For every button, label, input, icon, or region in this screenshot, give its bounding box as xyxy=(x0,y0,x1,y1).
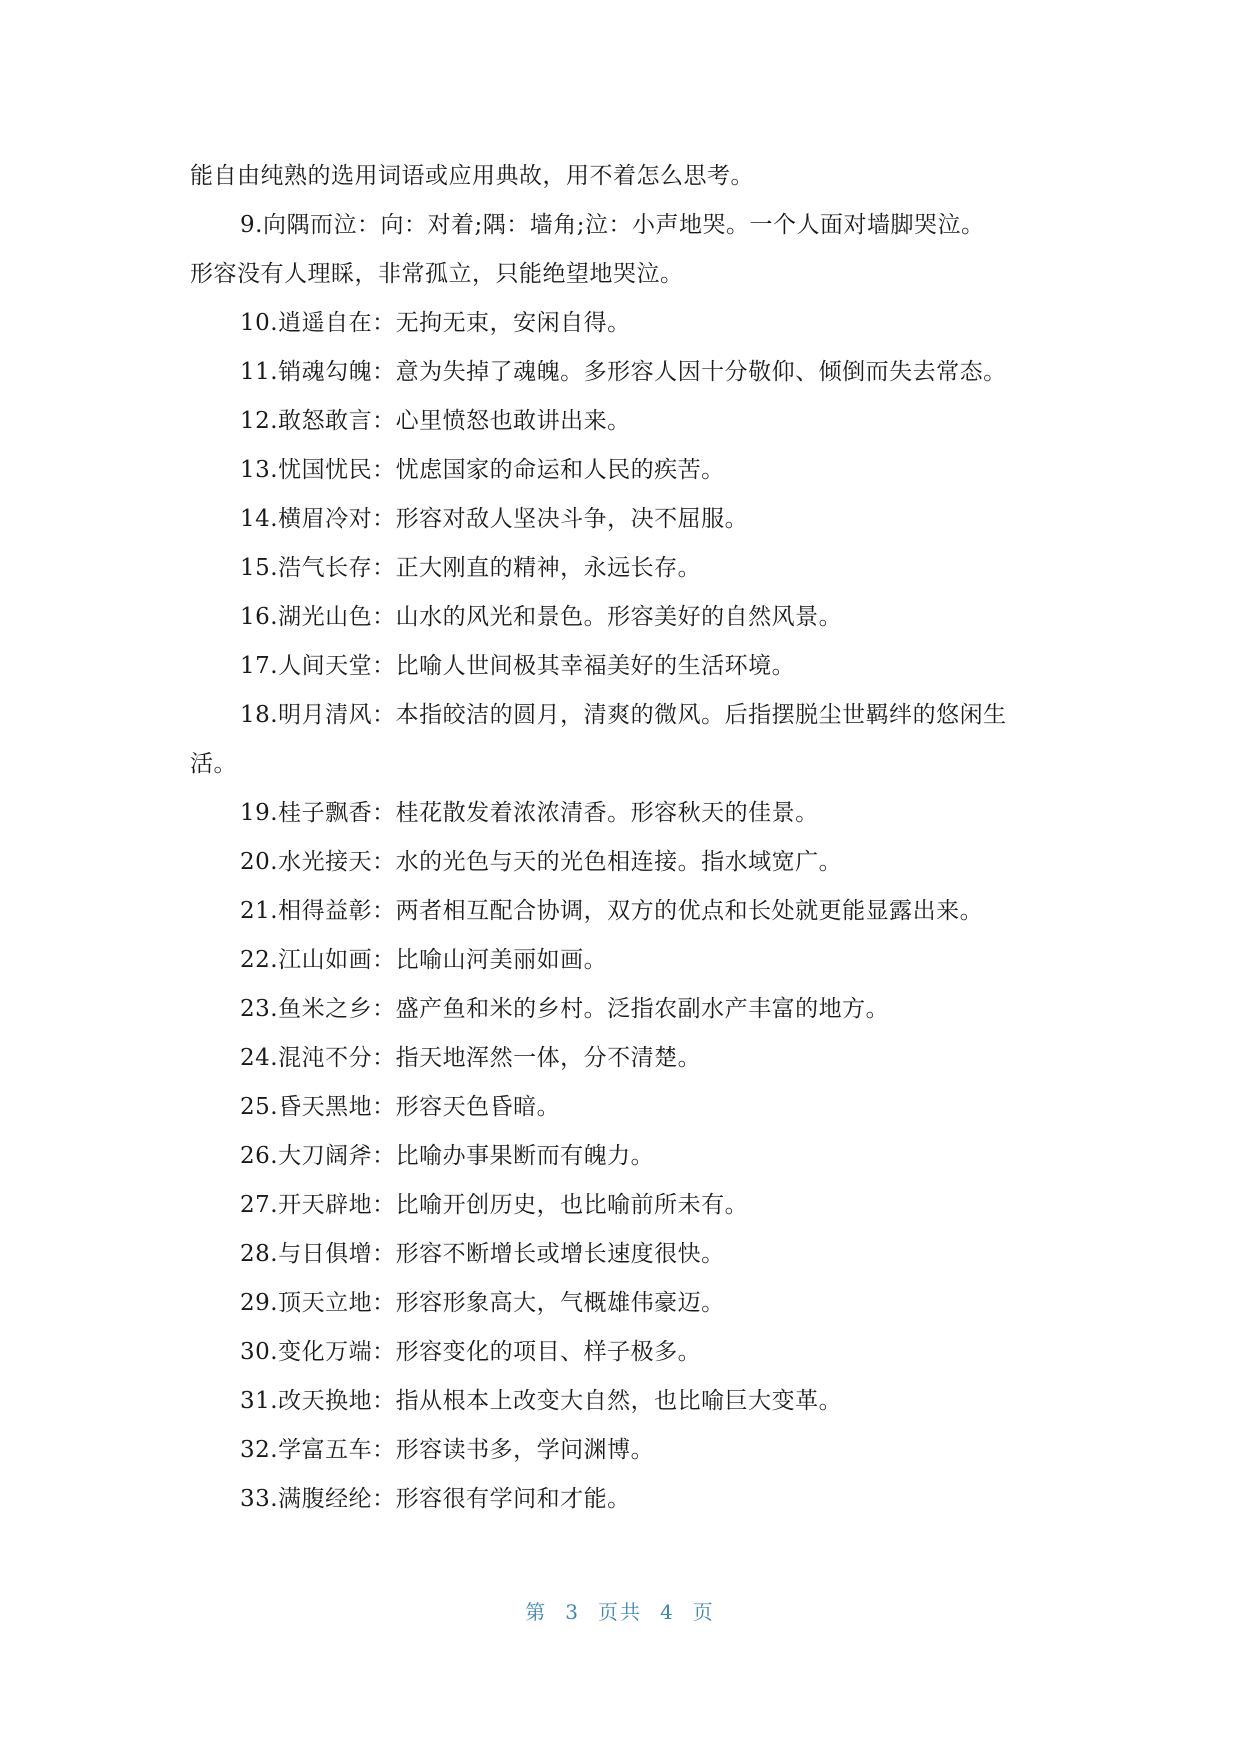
text-line: 28.与日俱增：形容不断增长或增长速度很快。 xyxy=(240,1241,725,1267)
text-line: 23.鱼米之乡：盛产鱼和米的乡村。泛指农副水产丰富的地方。 xyxy=(240,996,890,1022)
text-line: 16.湖光山色：山水的风光和景色。形容美好的自然风景。 xyxy=(240,604,843,630)
page-footer xyxy=(0,1596,1240,1625)
text-line: 21.相得益彰：两者相互配合协调，双方的优点和长处就更能显露出来。 xyxy=(240,898,984,924)
text-line: 25.昏天黑地：形容天色昏暗。 xyxy=(240,1094,561,1120)
text-line: 22.江山如画：比喻山河美丽如画。 xyxy=(240,947,608,973)
text-line: 14.横眉冷对：形容对敌人坚决斗争，决不屈服。 xyxy=(240,506,749,532)
text-line: 19.桂子飘香：桂花散发着浓浓清香。形容秋天的佳景。 xyxy=(240,800,819,826)
footer-total-pages: 4 xyxy=(660,1600,675,1624)
text-line: 27.开天辟地：比喻开创历史，也比喻前所未有。 xyxy=(240,1192,749,1218)
text-line: 24.混沌不分：指天地浑然一体，分不清楚。 xyxy=(240,1045,702,1071)
text-line: 18.明月清风：本指皎洁的圆月，清爽的微风。后指摆脱尘世羁绊的悠闲生 xyxy=(240,702,1007,728)
text-line: 12.敢怒敢言：心里愤怒也敢讲出来。 xyxy=(240,408,631,434)
text-line: 活。 xyxy=(190,751,237,777)
text-line: 能自由纯熟的选用词语或应用典故，用不着怎么思考。 xyxy=(190,163,754,189)
text-line: 17.人间天堂：比喻人世间极其幸福美好的生活环境。 xyxy=(240,653,796,679)
text-line: 形容没有人理睬，非常孤立，只能绝望地哭泣。 xyxy=(190,261,684,287)
text-line: 15.浩气长存：正大刚直的精神，永远长存。 xyxy=(240,555,702,581)
footer-middle: 页共 xyxy=(598,1600,642,1624)
text-line: 29.顶天立地：形容形象高大，气概雄伟豪迈。 xyxy=(240,1290,725,1316)
footer-prefix: 第 xyxy=(525,1600,548,1624)
footer-current-page: 3 xyxy=(565,1600,580,1624)
text-line: 20.水光接天：水的光色与天的光色相连接。指水域宽广。 xyxy=(240,849,843,875)
text-line: 32.学富五车：形容读书多，学问渊博。 xyxy=(240,1437,655,1463)
text-line: 10.逍遥自在：无拘无束，安闲自得。 xyxy=(240,310,631,336)
footer-suffix: 页 xyxy=(692,1600,715,1624)
document-body xyxy=(190,152,1060,1524)
text-line: 13.忧国忧民：忧虑国家的命运和人民的疾苦。 xyxy=(240,457,725,483)
text-line: 9.向隅而泣：向：对着;隅：墙角;泣：小声地哭。一个人面对墙脚哭泣。 xyxy=(240,212,985,238)
text-line: 11.销魂勾魄：意为失掉了魂魄。多形容人因十分敬仰、倾倒而失去常态。 xyxy=(240,359,1007,385)
text-line: 31.改天换地：指从根本上改变大自然，也比喻巨大变革。 xyxy=(240,1388,843,1414)
text-line: 30.变化万端：形容变化的项目、样子极多。 xyxy=(240,1339,702,1365)
text-line: 26.大刀阔斧：比喻办事果断而有魄力。 xyxy=(240,1143,655,1169)
text-line: 33.满腹经纶：形容很有学问和才能。 xyxy=(240,1486,631,1512)
